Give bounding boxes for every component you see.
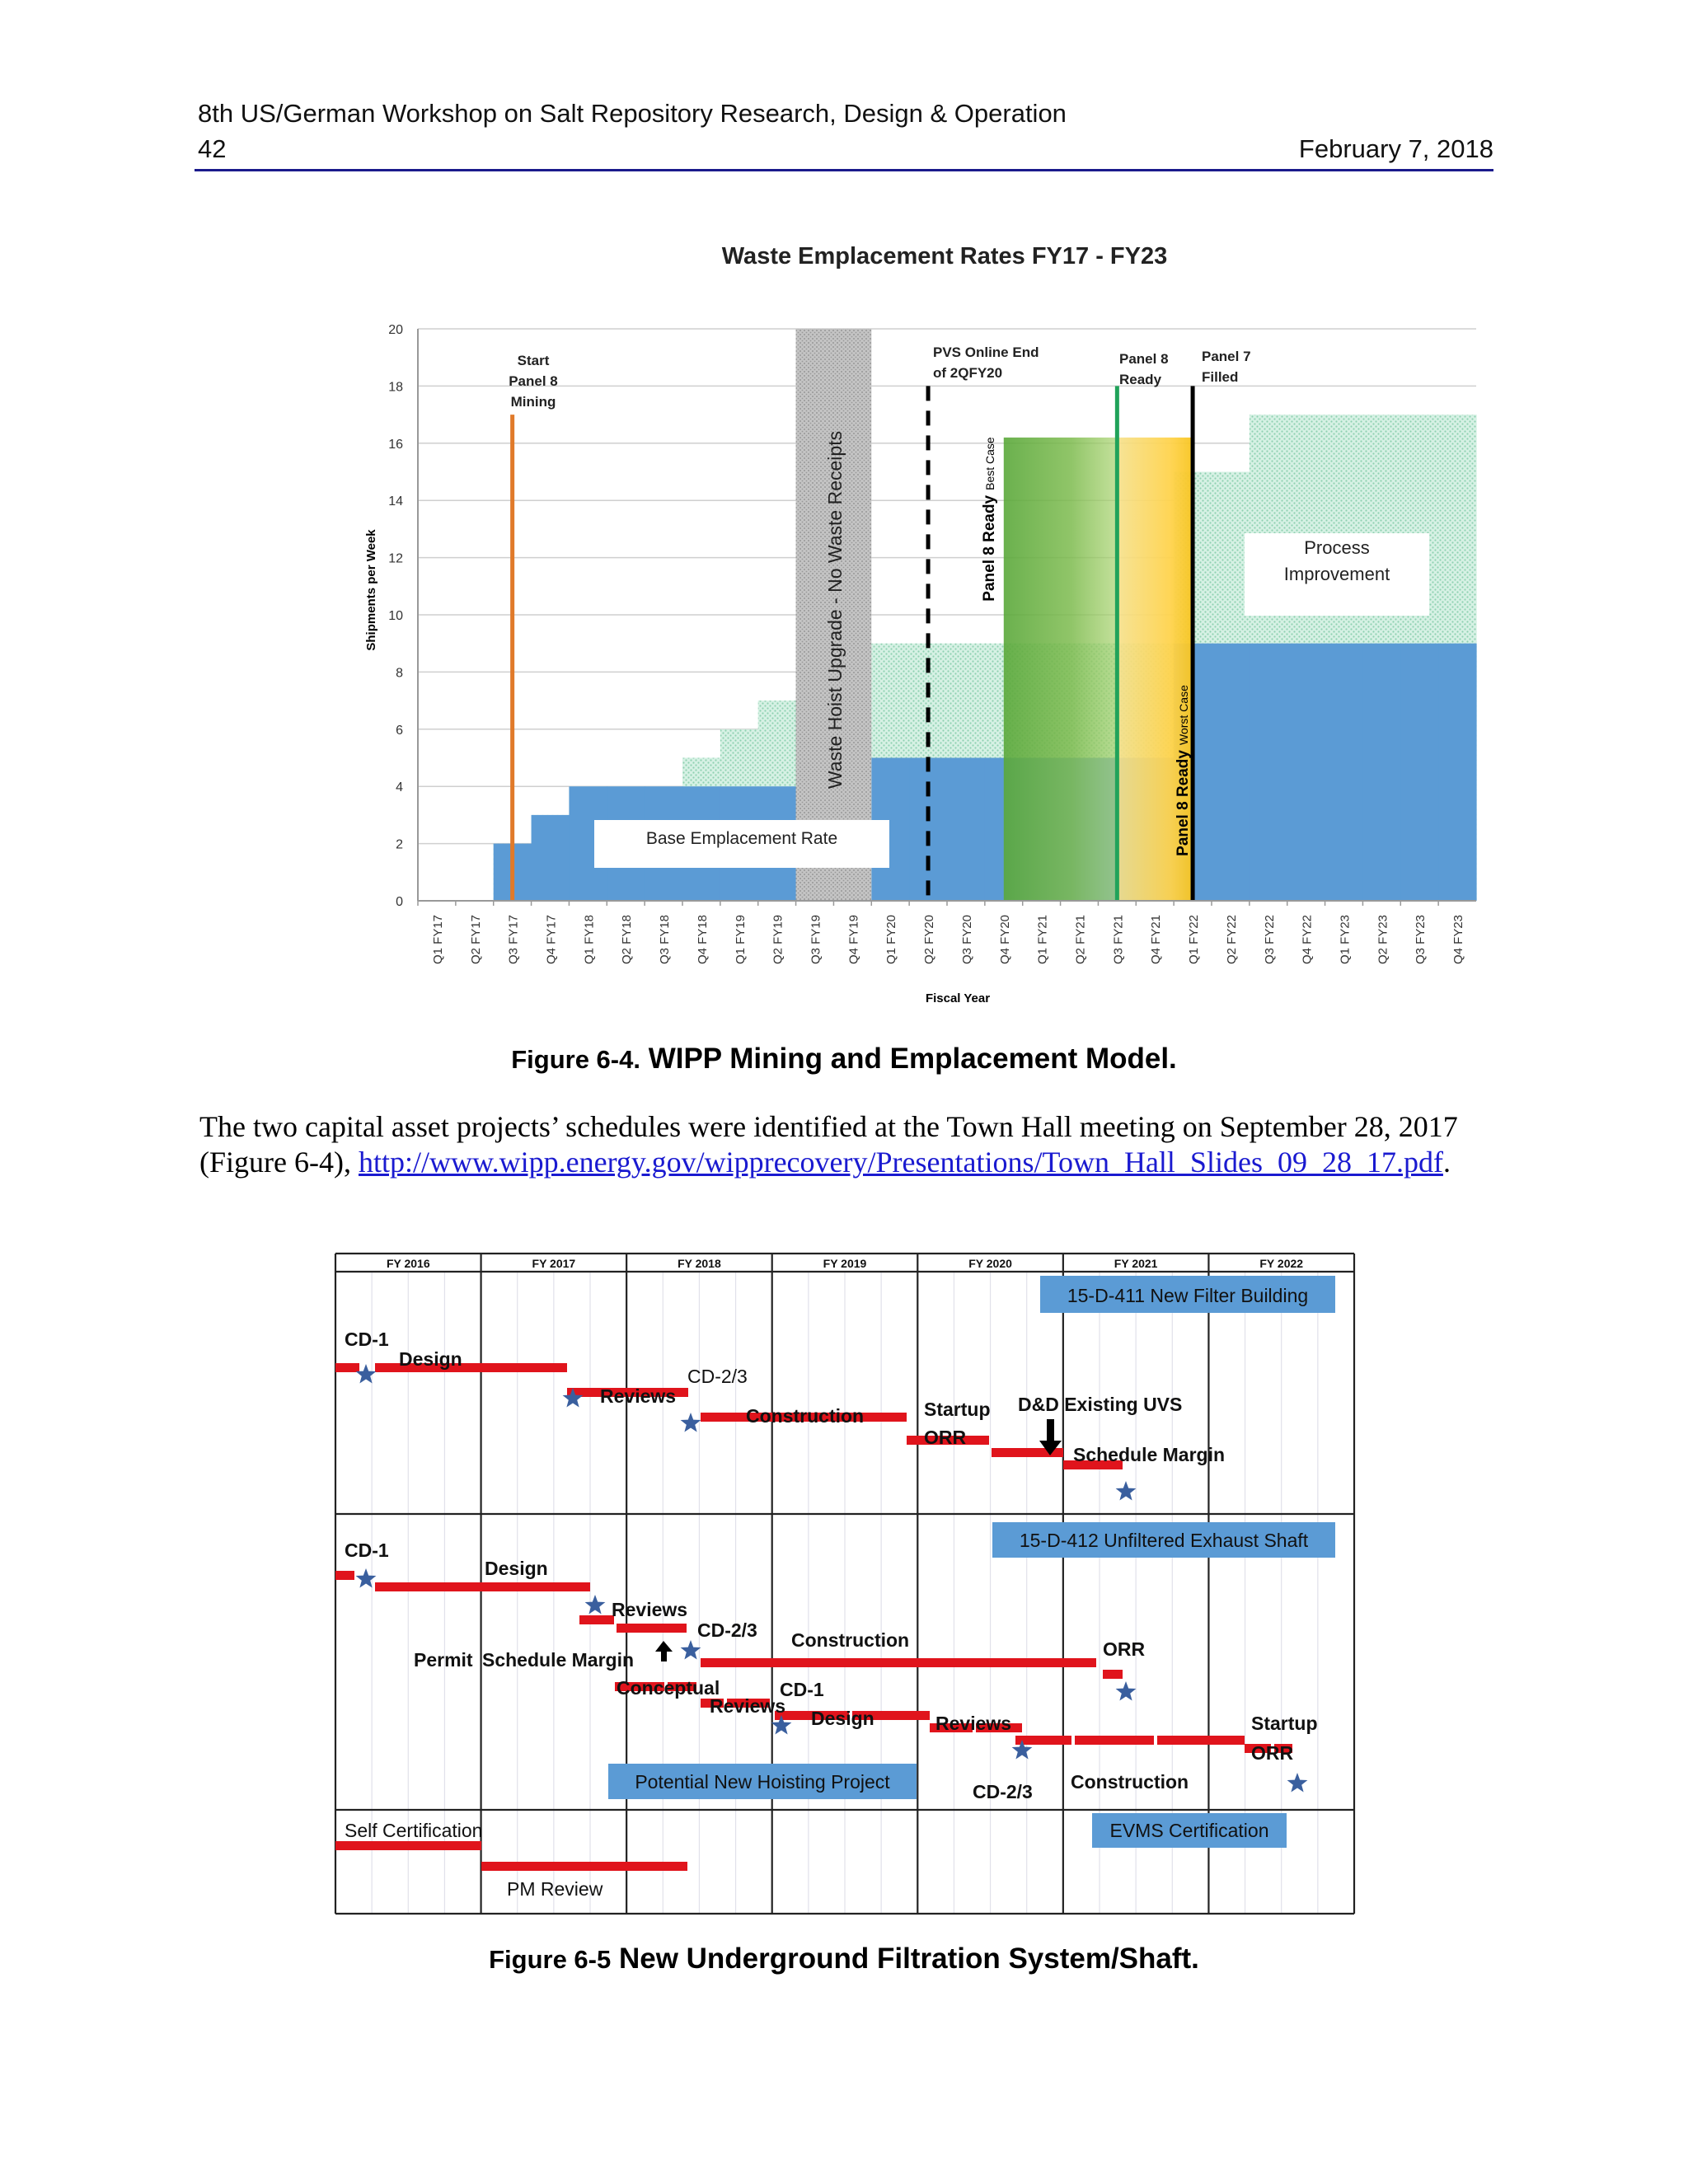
marker-start-label-2: Panel 8 [509,373,558,389]
x-tick-label: Q2 FY20 [922,914,937,964]
schedule-bar [579,1615,614,1624]
emplacement-rate-chart [0,0,1688,1030]
x-tick-label: Q4 FY22 [1300,914,1315,964]
body-paragraph [199,1109,1502,1180]
base-rate-area [947,758,985,902]
s1-cd23: CD-2/3 [687,1366,748,1387]
page-number: 42 [198,134,227,163]
x-axis-label: Fiscal Year [925,991,991,1005]
year-label: FY 2019 [823,1257,867,1270]
paragraph-text: The two capital asset projects’ schedules were identified at the Town Hall meeting on September 28, 2017 (Figure 6-4), [199,1110,1458,1179]
s2-cd1: CD-1 [345,1540,389,1561]
marker-pvs-label-2: of 2QFY20 [933,365,1003,381]
x-tick-label: Q2 FY19 [771,914,785,964]
schedule-bar [1015,1736,1245,1745]
year-label: FY 2022 [1259,1257,1304,1270]
y-tick-label: 0 [396,895,403,909]
y-axis-label: Shipments per Week [364,529,378,651]
hoist-upgrade-label: Waste Hoist Upgrade - No Waste Receipts [824,430,846,790]
bar-segment-gap [1071,1735,1075,1746]
y-tick-label: 10 [388,609,403,623]
worst-case-bold: Panel 8 Ready [1175,750,1192,856]
year-label: FY 2018 [678,1257,721,1270]
s3-self-cert: Self Certification [345,1820,483,1841]
y-tick-label: 14 [388,494,403,509]
filtration-schedule-chart [0,1236,1688,1937]
x-tick-label: Q4 FY23 [1451,914,1466,964]
y-tick-label: 8 [396,666,403,681]
s2-cd1b: CD-1 [780,1679,824,1700]
marker-start-label-1: Start [517,353,550,368]
y-tick-label: 6 [396,723,403,738]
x-tick-label: Q2 FY21 [1073,914,1088,964]
best-case-bold: Panel 8 Ready [981,494,998,602]
y-tick-label: 12 [388,551,403,566]
s2-reviews2: Reviews [710,1695,786,1717]
s1-startup: Startup [924,1399,991,1420]
fiscal-year-header [387,1257,1303,1270]
s2-design: Design [485,1558,548,1579]
base-rate-area [532,815,570,901]
schedule-bar [701,1658,1096,1667]
x-tick-label: Q3 FY17 [506,914,521,964]
s1-dd: D&D Existing UVS [1018,1394,1183,1415]
x-tick-label: Q1 FY21 [1035,914,1050,964]
s2-orr2: ORR [1251,1742,1294,1764]
schedule-bar [617,1624,687,1633]
base-rate-area [1287,644,1325,901]
x-tick-label: Q4 FY18 [695,914,710,964]
s1-orr: ORR [924,1427,967,1448]
milestone-star-icon [1287,1773,1308,1793]
best-case-small: Best Case [983,437,996,490]
bar-segment-gap [1154,1735,1157,1746]
figure-6-4-text: WIPP Mining and Emplacement Model. [640,1043,1177,1075]
s1-design: Design [399,1348,462,1370]
svg-text:Panel 8 ReadyWorst Case [1175,685,1192,856]
schedule-bar [335,1841,481,1850]
base-rate-area [1362,644,1400,901]
marker-pvs-label-1: PVS Online End [933,344,1039,360]
y-tick-label: 20 [388,323,403,337]
year-label: FY 2021 [1114,1257,1158,1270]
s2-orr: ORR [1103,1638,1146,1660]
marker-p8-label-2: Ready [1119,372,1162,387]
process-label-2: Improvement [1283,564,1390,584]
base-rate-area [1250,644,1287,901]
marker-p8-label-1: Panel 8 [1119,351,1169,367]
milestone-star-icon [681,1413,701,1432]
figure-6-5-caption [0,1943,1688,1975]
base-rate-area [1438,644,1476,901]
hoisting-project-title: Potential New Hoisting Project [635,1771,890,1793]
up-arrow-icon [655,1641,673,1661]
s2-permit: Permit [414,1649,473,1671]
y-tick-label: 2 [396,837,403,852]
year-label: FY 2020 [968,1257,1012,1270]
process-label-1: Process [1304,537,1370,558]
x-tick-label: Q3 FY23 [1414,914,1428,964]
milestone-star-icon [1116,1481,1137,1501]
x-tick-label: Q3 FY18 [658,914,673,964]
s2-margin: Schedule Margin [482,1649,635,1671]
x-tick-label: Q4 FY20 [997,914,1012,964]
worst-case-label [1175,685,1192,856]
town-hall-link[interactable]: http://www.wipp.energy.gov/wipprecovery/Presentations/Town_Hall_Slides_09_28_17.pdf [358,1146,1443,1179]
milestone-star-icon [1116,1681,1137,1701]
best-case-band [1004,438,1118,901]
schedule-bar [375,1582,590,1591]
filter-building-title: 15-D-411 New Filter Building [1067,1285,1309,1306]
x-tick-label: Q1 FY23 [1338,914,1353,964]
base-rate-label: Base Emplacement Rate [645,829,838,848]
y-tick-label: 4 [396,780,403,795]
header-date: February 7, 2018 [1298,134,1493,163]
s2-conceptual: Conceptual [617,1677,720,1699]
x-tick-label: Q4 FY17 [544,914,559,964]
schedule-bar [335,1363,359,1372]
year-label: FY 2016 [386,1257,430,1270]
x-tick-label: Q3 FY19 [809,914,823,964]
s2-design2: Design [811,1708,874,1729]
marker-p7-label-1: Panel 7 [1202,349,1251,364]
x-tick-label: Q1 FY22 [1187,914,1202,964]
x-tick-label: Q1 FY18 [582,914,597,964]
figure-6-5-text: New Underground Filtration System/Shaft. [611,1943,1199,1975]
milestone-star-icon [585,1595,606,1615]
x-tick-label: Q3 FY21 [1111,914,1126,964]
s1-cd1: CD-1 [345,1329,389,1350]
marker-p7-label-2: Filled [1202,369,1239,385]
s2-startup: Startup [1251,1713,1318,1734]
schedule-bar [1103,1670,1123,1679]
figure-6-5-number: Figure 6-5 [489,1945,612,1974]
x-tick-label: Q2 FY22 [1224,914,1239,964]
figure-6-4-caption [0,1043,1688,1076]
s2-construction: Construction [791,1629,910,1651]
best-case-label [981,437,998,602]
x-tick-label: Q1 FY17 [430,914,445,964]
year-label: FY 2017 [532,1257,576,1270]
x-tick-label: Q2 FY17 [468,914,483,964]
s3-pm-review: PM Review [507,1878,603,1900]
x-tick-label: Q4 FY21 [1149,914,1164,964]
s2-reviews: Reviews [612,1599,688,1620]
base-rate-area [909,758,947,902]
base-rate-area [1325,644,1363,901]
s2-reviews3: Reviews [935,1713,1012,1734]
milestone-star-icon [356,1568,377,1588]
schedule-bar [481,1862,687,1871]
x-tick-label: Q3 FY22 [1262,914,1277,964]
y-tick-label: 16 [388,437,403,452]
svg-text:Panel 8 ReadyBest Case [981,437,998,602]
s1-margin: Schedule Margin [1073,1444,1226,1465]
exhaust-shaft-title: 15-D-412 Unfiltered Exhaust Shaft [1019,1530,1309,1551]
schedule-bar [335,1571,354,1580]
s2-cd23b: CD-2/3 [973,1781,1033,1802]
s1-reviews: Reviews [600,1385,677,1407]
x-tick-label: Q1 FY20 [884,914,899,964]
paragraph-end: . [1442,1146,1451,1179]
x-tick-label: Q4 FY19 [846,914,861,964]
evms-title: EVMS Certification [1109,1820,1269,1841]
s1-construction: Construction [746,1405,865,1427]
s2-cd23: CD-2/3 [697,1619,757,1641]
x-tick-label: Q2 FY23 [1376,914,1390,964]
s2-construction2: Construction [1071,1771,1189,1793]
running-header-title: 8th US/German Workshop on Salt Repository Research, Design & Operation [198,99,1067,128]
worst-case-small: Worst Case [1177,685,1190,746]
figure-6-4-number: Figure 6-4. [511,1045,640,1074]
x-tick-label: Q1 FY19 [733,914,748,964]
marker-start-label-3: Mining [510,394,556,410]
milestone-star-icon [681,1640,701,1660]
x-tick-label: Q3 FY20 [959,914,974,964]
x-tick-label: Q2 FY18 [620,914,635,964]
chart-title: Waste Emplacement Rates FY17 - FY23 [721,243,1168,269]
base-rate-area [1400,644,1438,901]
base-rate-area [1212,644,1250,901]
y-tick-label: 18 [388,380,403,395]
